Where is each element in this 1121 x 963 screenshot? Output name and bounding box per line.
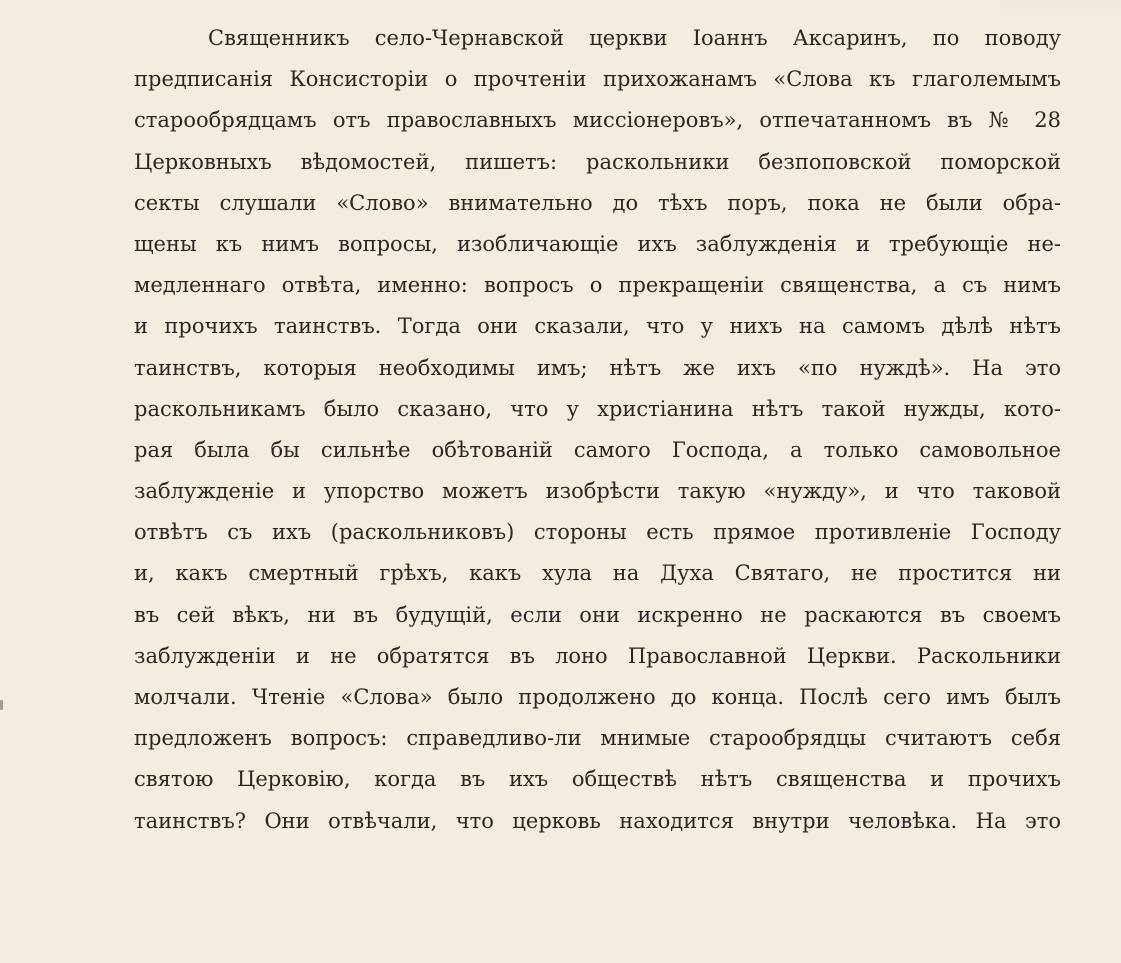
text-line: Священникъ село-Чернавской церкви Іоаннъ Аксаринъ, по поводу [208, 26, 1061, 50]
text-line: и прочихъ таинствъ. Тогда они сказали, что у нихъ на самомъ дѣлѣ нѣтъ [134, 314, 1061, 339]
text-line: молчали. Чтеніе «Слова» было продолжено до конца. Послѣ сего имъ былъ [134, 685, 1061, 709]
text-line: отвѣтъ съ ихъ (раскольниковъ) стороны есть прямое противленіе Господу [134, 520, 1061, 545]
text-line: заблужденіе и упорство можетъ изобрѣсти такую «нужду», и что таковой [134, 479, 1061, 504]
bleed-through-shadow [1000, 0, 1121, 14]
text-line: раскольникамъ было сказано, что у христіанина нѣтъ такой нужды, кото- [134, 396, 1061, 421]
text-line: медленнаго отвѣта, именно: вопросъ о прекращеніи священства, а съ нимъ [134, 273, 1061, 298]
text-line: старообрядцамъ отъ православныхъ миссіонеровъ», отпечатанномъ въ № 28 [134, 108, 1061, 133]
text-line: таинствъ? Они отвѣчали, что церковь находится внутри человѣка. На это [134, 808, 1061, 833]
text-line: предписанія Консисторіи о прочтеніи прихожанамъ «Слова къ глаголемымъ [134, 67, 1061, 92]
text-line: и, какъ смертный грѣхъ, какъ хула на Духа Святаго, не простится ни [134, 561, 1061, 586]
margin-mark [0, 700, 3, 710]
text-line: щены къ нимъ вопросы, изобличающіе ихъ заблужденія и требующіе не- [134, 231, 1061, 256]
text-line: секты слушали «Слово» внимательно до тѣхъ поръ, пока не были обра- [134, 190, 1061, 215]
text-line: таинствъ, которыя необходимы имъ; нѣтъ же ихъ «по нуждѣ». На это [134, 355, 1061, 380]
text-line: святою Церковію, когда въ ихъ обществѣ нѣтъ священства и прочихъ [134, 767, 1061, 792]
text-line: въ сей вѣкъ, ни въ будущій, если они искренно не раскаются въ своемъ [134, 602, 1061, 627]
body-text [134, 18, 1061, 842]
text-line: рая была бы сильнѣе обѣтованій самого Господа, а только самовольное [134, 437, 1061, 462]
text-line: заблужденіи и не обратятся въ лоно Православной Церкви. Раскольники [134, 643, 1061, 668]
text-line: Церковныхъ вѣдомостей, пишетъ: раскольники безпоповской поморской [134, 149, 1061, 174]
text-line: предложенъ вопросъ: справедливо-ли мнимые старообрядцы считаютъ себя [134, 726, 1061, 751]
